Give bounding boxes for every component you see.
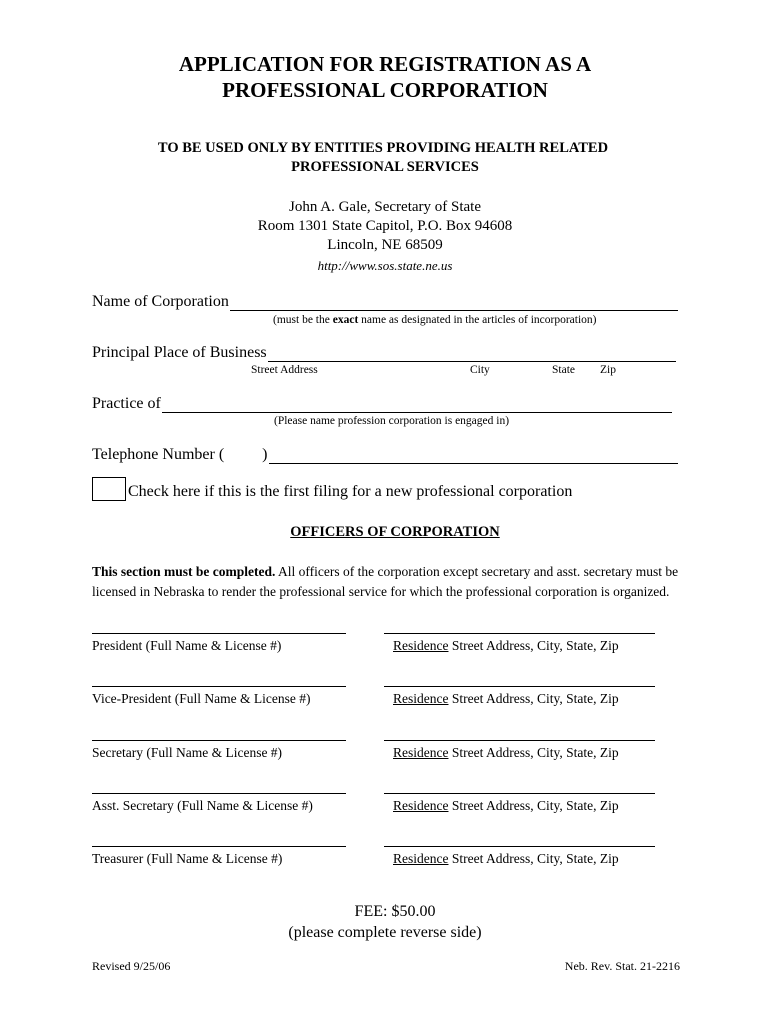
officer-address-label xyxy=(393,745,619,761)
officer-address-line[interactable] xyxy=(384,793,655,794)
officer-name-line[interactable] xyxy=(92,846,346,847)
officer-name-line[interactable] xyxy=(92,633,346,634)
zip-sublabel: Zip xyxy=(600,364,616,376)
officer-name-label: Secretary (Full Name & License #) xyxy=(92,744,283,760)
name-of-corporation-field[interactable] xyxy=(92,293,678,311)
form-title-line2: PROFESSIONAL CORPORATION xyxy=(222,78,548,102)
statute-reference: Neb. Rev. Stat. 21-2216 xyxy=(564,959,680,973)
telephone-label: Telephone Number ( xyxy=(92,446,225,463)
name-of-corporation-input-line[interactable] xyxy=(230,296,678,311)
residence-underlined: Residence xyxy=(393,744,449,760)
practice-input-line[interactable] xyxy=(162,398,672,413)
officer-address-line[interactable] xyxy=(384,846,655,847)
name-note xyxy=(273,314,597,326)
officer-address-line[interactable] xyxy=(384,740,655,741)
practice-note: (Please name profession corporation is engaged in) xyxy=(274,415,510,427)
city-sublabel: City xyxy=(470,364,490,376)
officer-address-label xyxy=(393,691,619,707)
officer-address-label xyxy=(393,638,619,654)
residence-rest: Street Address, City, State, Zip xyxy=(448,691,619,707)
telephone-close-paren: ) xyxy=(262,446,268,463)
name-note-pre: (must be the xyxy=(273,314,333,326)
form-title-line1: APPLICATION FOR REGISTRATION AS A xyxy=(178,52,592,76)
state-sublabel: State xyxy=(552,364,575,376)
subtitle-line1: TO BE USED ONLY BY ENTITIES PROVIDING HEALTH RELATED xyxy=(157,140,609,156)
name-of-corporation-label: Name of Corporation xyxy=(92,293,229,310)
fee-note: (please complete reverse side) xyxy=(288,924,482,941)
officer-name-line[interactable] xyxy=(92,686,346,687)
business-input-line[interactable] xyxy=(268,347,676,362)
principal-place-of-business-field[interactable] xyxy=(92,344,676,362)
residence-underlined: Residence xyxy=(393,851,449,867)
telephone-input-line[interactable] xyxy=(269,449,679,464)
address-line1: John A. Gale, Secretary of State xyxy=(288,199,482,215)
residence-rest: Street Address, City, State, Zip xyxy=(448,797,619,813)
name-note-post: name as designated in the articles of incorporation) xyxy=(358,314,597,326)
first-filing-checkbox-row xyxy=(92,477,572,501)
officer-address-line[interactable] xyxy=(384,686,655,687)
practice-of-field[interactable] xyxy=(92,395,672,413)
residence-rest: Street Address, City, State, Zip xyxy=(448,638,619,653)
residence-underlined: Residence xyxy=(393,638,449,653)
officer-address-line[interactable] xyxy=(384,633,655,634)
street-address-sublabel: Street Address xyxy=(251,364,318,376)
subtitle-line2: PROFESSIONAL SERVICES xyxy=(291,159,479,175)
practice-label: Practice of xyxy=(92,395,161,412)
officer-name-label: Asst. Secretary (Full Name & License #) xyxy=(92,797,313,813)
telephone-field[interactable] xyxy=(92,446,678,464)
officers-intro-text: All officers of the corporation except secretary and asst. secretary must be licensed in Nebraska to render the professional service for which the professional corporation is organized. xyxy=(92,564,679,599)
residence-underlined: Residence xyxy=(393,691,449,707)
address-line3: Lincoln, NE 68509 xyxy=(327,237,443,253)
officer-name-label: Vice-President (Full Name & License #) xyxy=(92,691,311,707)
officer-name-line[interactable] xyxy=(92,793,346,794)
residence-rest: Street Address, City, State, Zip xyxy=(448,851,619,867)
officer-address-label xyxy=(393,851,619,867)
officer-name-label: Treasurer (Full Name & License #) xyxy=(92,851,283,867)
officer-name-label: President (Full Name & License #) xyxy=(92,638,282,653)
address-line2: Room 1301 State Capitol, P.O. Box 94608 xyxy=(257,218,513,234)
officers-intro xyxy=(92,562,682,601)
fee-amount: FEE: $50.00 xyxy=(354,903,436,920)
residence-underlined: Residence xyxy=(393,797,449,813)
officer-address-label xyxy=(393,798,619,814)
first-filing-label: Check here if this is the first filing for a new professional corporation xyxy=(128,483,573,500)
name-note-bold: exact xyxy=(332,314,359,326)
officers-intro-bold: This section must be completed. xyxy=(92,564,276,579)
officer-name-line[interactable] xyxy=(92,740,346,741)
officers-heading: OFFICERS OF CORPORATION xyxy=(290,524,500,540)
website-link[interactable]: http://www.sos.state.ne.us xyxy=(317,258,453,273)
business-label: Principal Place of Business xyxy=(92,344,267,361)
revised-date: Revised 9/25/06 xyxy=(92,959,171,973)
first-filing-checkbox[interactable] xyxy=(92,477,126,501)
residence-rest: Street Address, City, State, Zip xyxy=(448,744,619,760)
